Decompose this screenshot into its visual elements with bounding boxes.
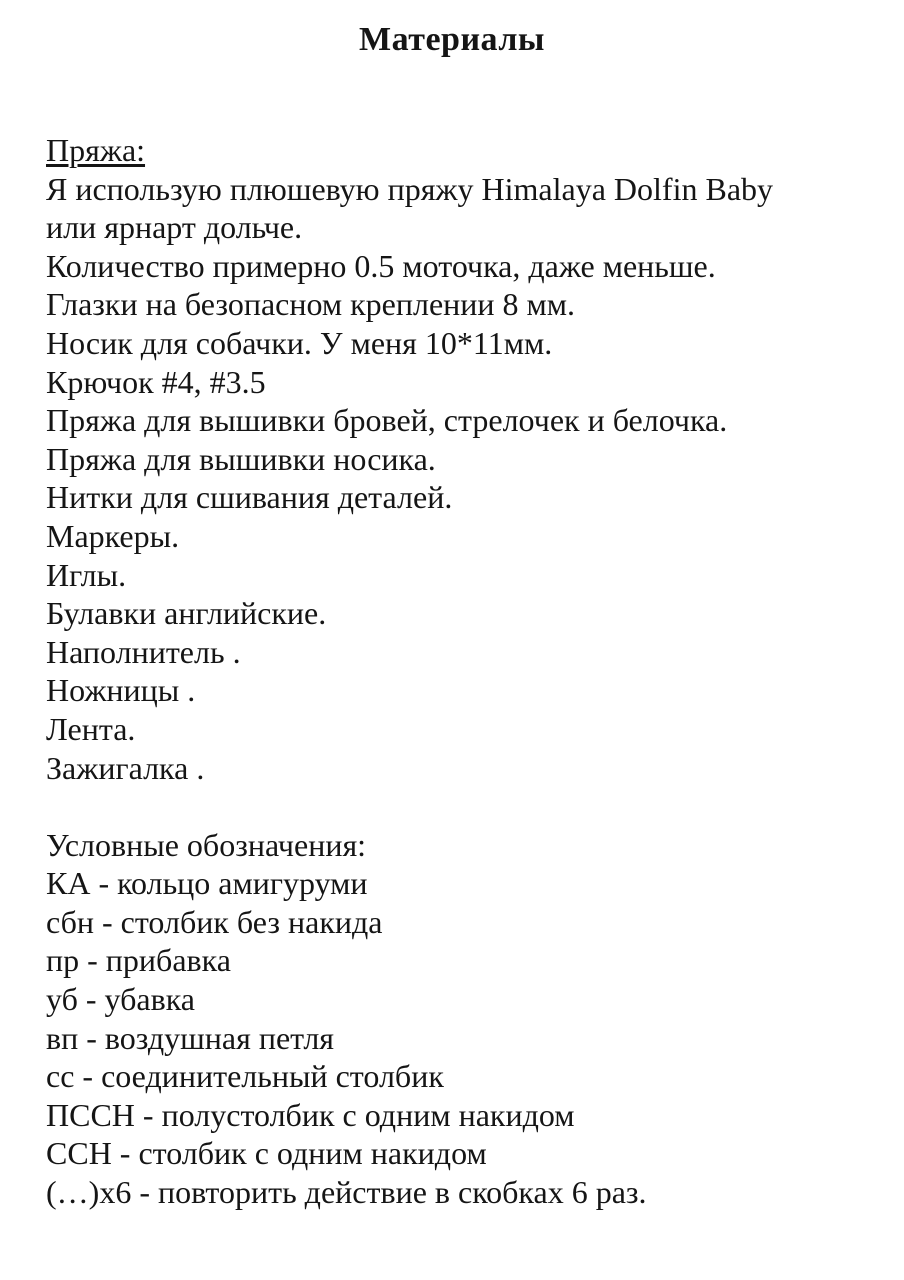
text-line: сбн - столбик без накида: [46, 903, 383, 940]
text-line: пр - прибавка: [46, 942, 231, 979]
document-body: [46, 131, 874, 1212]
text-line: Иглы.: [46, 556, 127, 593]
text-line: Ножницы .: [46, 672, 196, 709]
text-line: Глазки на безопасном креплении 8 мм.: [46, 286, 576, 323]
page-title: Материалы: [359, 21, 545, 58]
section-heading: Условные обозначения:: [46, 826, 367, 863]
section-heading: Пряжа:: [46, 132, 146, 168]
text-line: Лента.: [46, 710, 136, 747]
text-line: уб - убавка: [46, 981, 195, 1018]
text-line: Зажигалка .: [46, 749, 205, 786]
text-line: Булавки английские.: [46, 595, 327, 632]
text-line: сс - соединительный столбик: [46, 1058, 444, 1095]
text-line: Пряжа для вышивки носика.: [46, 440, 436, 477]
text-line: ССН - столбик с одним накидом: [46, 1135, 487, 1172]
section-0: [46, 131, 874, 787]
text-line: ПССН - полустолбик с одним накидом: [46, 1096, 575, 1133]
text-line: или ярнарт дольче.: [46, 209, 303, 246]
text-line: вп - воздушная петля: [46, 1019, 335, 1056]
text-line: Наполнитель .: [46, 633, 241, 670]
text-line: КА - кольцо амигуруми: [46, 865, 368, 902]
text-line: Крючок #4, #3.5: [46, 363, 266, 400]
text-line: (…)х6 - повторить действие в скобках 6 раз.: [46, 1174, 647, 1211]
text-line: Пряжа для вышивки бровей, стрелочек и белочка.: [46, 402, 728, 439]
text-line: Нитки для сшивания деталей.: [46, 479, 453, 516]
text-line: Количество примерно 0.5 моточка, даже меньше.: [46, 247, 716, 284]
text-line: Маркеры.: [46, 517, 180, 554]
text-line: Носик для собачки. У меня 10*11мм.: [46, 324, 553, 361]
section-1: [46, 826, 874, 1212]
text-line: Я использую плюшевую пряжу Himalaya Dolfin Baby: [46, 170, 774, 207]
